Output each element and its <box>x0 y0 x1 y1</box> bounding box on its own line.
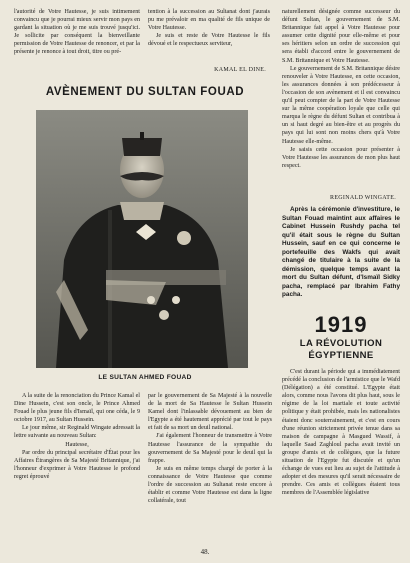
portrait-photo <box>36 110 248 368</box>
photo-caption: LE SULTAN AHMED FOUAD <box>98 374 192 381</box>
paragraph: naturellement désignée comme successeur du défunt Sultan, le gouvernement de S.M. Britannique fait appel à Votre Hautesse pour assumer cette dignité pour elle-même et pour ses héritiers selon un ordre de succession qui sera établi d'accord entre le gouvernement de S.M. Britannique et Votre Hautesse. <box>282 9 400 64</box>
paragraph: par le gouvernement de Sa Majesté à la nouvelle de la mort de Sa Hautesse le Sultan Hussein Kamel dont l'inlassable dévouement au bien de l'Egypte a été hautement apprécié par tout le pays et fait de sa mort un deuil national. <box>148 393 272 432</box>
section-title-line-1: LA RÉVOLUTION <box>299 338 383 349</box>
paragraph: Le jour même, sir Reginald Wingate adressait la lettre suivante au nouveau Sultan: <box>14 425 140 440</box>
signature-reginald-wingate: REGINALD WINGATE. <box>330 195 396 201</box>
signature-kamal-el-dine: KAMAL EL DINE. <box>214 67 266 73</box>
paragraph: Je suis en même temps chargé de porter à la connaissance de Votre Hautesse que comme l'ordre de succession au Sultanat reste encore à établir et comme Votre Hautesse est dans la ligne collatérale, tout <box>148 465 272 505</box>
paragraph: C'est durant la période qui a immédiatement précédé la conclusion de l'armistice que le Wafd (Délégation) a été constitué. L'Egypte était alors, comme nous l'avons dit plus haut, sous le régime de la loi martiale et toute activité politique y était prohibée, mais les nationalistes étaient donc souterrainement, et c'est en cours d'une réunion strictement privée tenue dans sa maison de campagne à Masgued Wassif, à laquelle Saad Zaghloul pacha avait invité un groupe d'amis et de collègues, que la future situation de l'Egypte fut discutée et qu'un échange de vues eut lieu au sujet de l'attitude à adopter et des mesures qu'il serait nécessaire de prendre. Ces amis et collègues étaient tous membres de l'Assemblée législative <box>282 369 400 497</box>
text-column-middle-bottom <box>148 392 272 505</box>
salutation: Hautesse, <box>65 441 89 448</box>
text-column-left-bottom <box>14 392 140 481</box>
paragraph: A la suite de la renonciation du Prince Kamal el Dine Hussein, c'est son oncle, le Prince Ahmed Fouad le plus jeune fils d'Ismaïl, qui one céda, le 9 octobre 1917, au Sultan Hussein. <box>14 393 140 424</box>
section-title-line-2: ÉGYPTIENNE <box>308 350 374 361</box>
paragraph: Je saisis cette occasion pour présenter à Votre Hautesse les assurances de mon plus haut respect. <box>282 146 400 169</box>
paragraph: Le gouvernement de S.M. Britannique désire renouveler à Votre Hautesse, en cette occasion, les assurances données à son prédécesseur à l'occasion de son avènement et il est convaincu qu'il peut compter de la part de Votre Hautesse sur la même coopération loyale que celle qui marqua le règne du défunt Sultan et contribua à un si haut degré au bien-être et au progrès du pays qui lui sont non moins chers qu'à Votre Hautesse elle-même. <box>282 65 400 145</box>
text-column-left-top <box>14 8 140 57</box>
section-year: 1919 <box>314 312 368 337</box>
page-number: 48. <box>200 548 210 556</box>
text-column-right-bottom <box>282 368 400 498</box>
section-headline: AVÈNEMENT DU SULTAN FOUAD <box>45 86 245 98</box>
text-column-right-middle <box>282 206 400 300</box>
text-column-right-top <box>282 8 400 170</box>
paragraph: tention à la succession au Sultanat dont j'aurais pu me prévaloir en ma qualité de fils unique de Votre Hautesse. <box>148 9 270 32</box>
paragraph: Par ordre du principal secrétaire d'État pour les Affaires Étrangères de Sa Majesté Britannique, j'ai l'honneur d'exprimer à Votre Hautesse le profond regret éprouvé <box>14 449 140 480</box>
paragraph: Après la cérémonie d'investiture, le Sultan Fouad maintint aux affaires le Cabinet Hussein Rushdy pacha tel qu'il était sous le règne du Sultan Hussein, sauf en ce qui concerne le portefeuille des Wakfs qui avait changé de titulaire à la suite de la démission, quelque temps avant la mort du Sultan défunt, d'Ismaïl Sidky pacha, remplacé par Ibrahim Fathy pacha. <box>282 206 400 298</box>
paragraph: l'autorité de Votre Hautesse, je suis intimement convaincu que je pourrai mieux servir mon pays en gardant la situation où je me suis trouvé jusqu'ici. Je sollicite par conséquent la bienveillante permission de Votre Hautesse de renoncer, et par la présente je renonce à tout droit, titre ou pré- <box>14 9 140 56</box>
paragraph: Je suis et reste de Votre Hautesse le fils dévoué et le respectueux serviteur, <box>148 33 270 48</box>
paragraph: J'ai également l'honneur de transmettre à Votre Hautesse l'assurance de la sympathie du gouvernement de Sa Majesté pour le deuil qui la frappe. <box>148 433 272 464</box>
text-column-middle-top <box>148 8 270 48</box>
sultan-portrait-illustration <box>36 110 248 368</box>
